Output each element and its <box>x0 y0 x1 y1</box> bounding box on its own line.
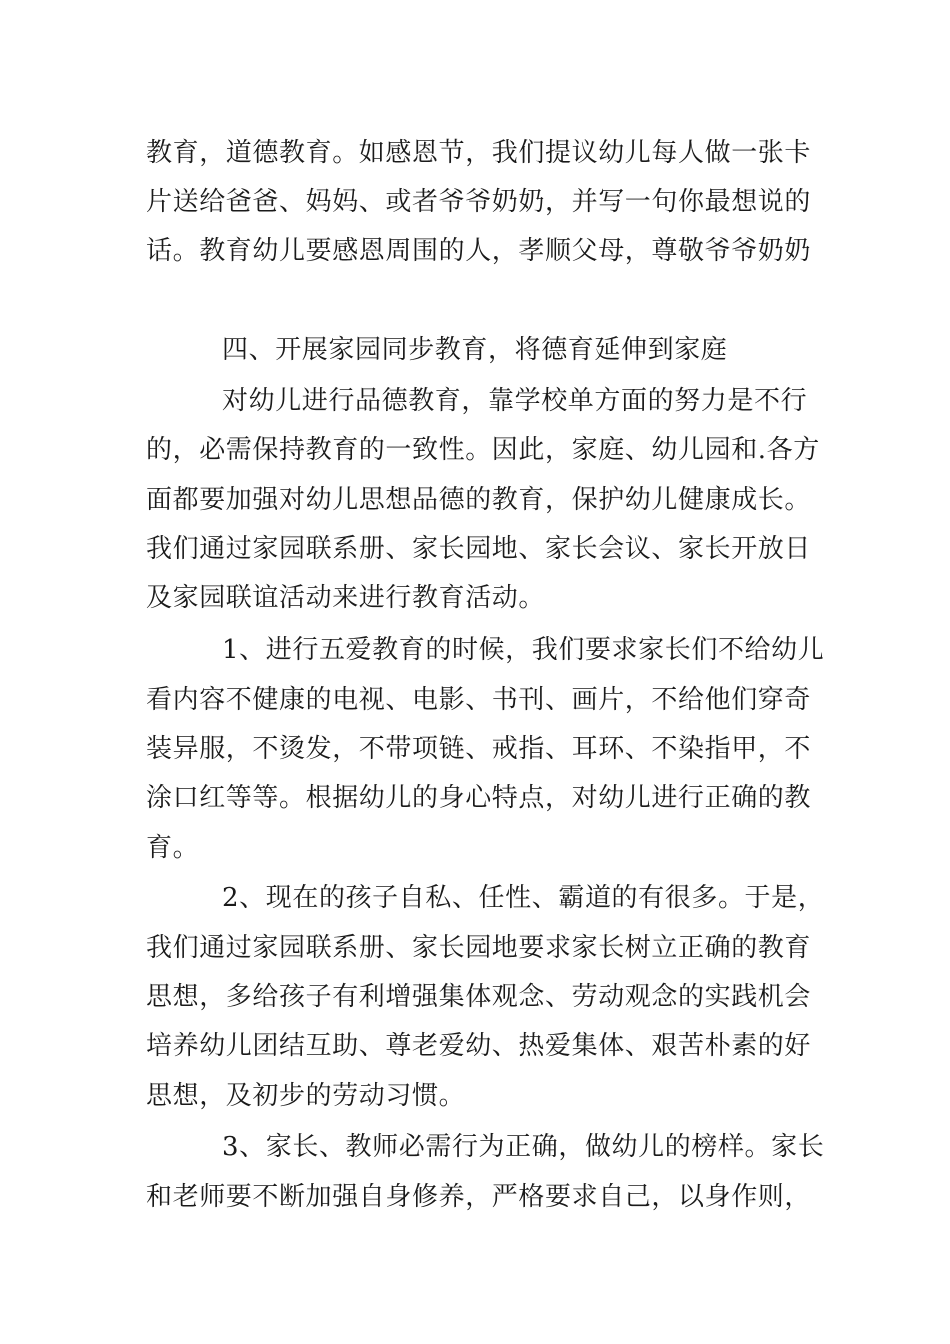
text-line: 片送给爸爸、妈妈、或者爷爷奶奶，并写一句你最想说的 <box>146 187 812 217</box>
text-line: 及家园联谊活动来进行教育活动。 <box>146 583 546 613</box>
text-line: 看内容不健康的电视、电影、书刊、画片，不给他们穿奇 <box>146 685 812 715</box>
text-line: 对幼儿进行品德教育，靠学校单方面的努力是不行 <box>222 386 808 416</box>
text-line: 2、现在的孩子自私、任性、霸道的有很多。于是， <box>222 883 825 913</box>
text-line: 培养幼儿团结互助、尊老爱幼、热爱集体、艰苦朴素的好 <box>146 1031 812 1061</box>
text-line: 涂口红等等。根据幼儿的身心特点，对幼儿进行正确的教 <box>146 783 812 813</box>
text-line: 和老师要不断加强自身修养，严格要求自己，以身作则， <box>146 1182 812 1212</box>
text-line: 教育，道德教育。如感恩节，我们提议幼儿每人做一张卡 <box>146 138 812 168</box>
text-line: 装异服，不烫发，不带项链、戒指、耳环、不染指甲，不 <box>146 734 812 764</box>
text-line: 思想，多给孩子有利增强集体观念、劳动观念的实践机会 <box>146 982 812 1012</box>
text-line: 3、家长、教师必需行为正确，做幼儿的榜样。家长 <box>222 1132 825 1162</box>
text-line: 我们通过家园联系册、家长园地、家长会议、家长开放日 <box>146 534 812 564</box>
text-line: 1、进行五爱教育的时候，我们要求家长们不给幼儿 <box>222 635 825 665</box>
text-line: 育。 <box>146 833 200 863</box>
section-heading: 四、开展家园同步教育，将德育延伸到家庭 <box>222 335 728 365</box>
text-line: 面都要加强对幼儿思想品德的教育，保护幼儿健康成长。 <box>146 485 812 515</box>
text-line: 我们通过家园联系册、家长园地要求家长树立正确的教育 <box>146 933 812 963</box>
text-line: 思想，及初步的劳动习惯。 <box>146 1081 466 1111</box>
text-line: 话。教育幼儿要感恩周围的人，孝顺父母，尊敬爷爷奶奶 <box>146 236 812 266</box>
text-line: 的，必需保持教育的一致性。因此，家庭、幼儿园和.各方 <box>146 435 820 465</box>
